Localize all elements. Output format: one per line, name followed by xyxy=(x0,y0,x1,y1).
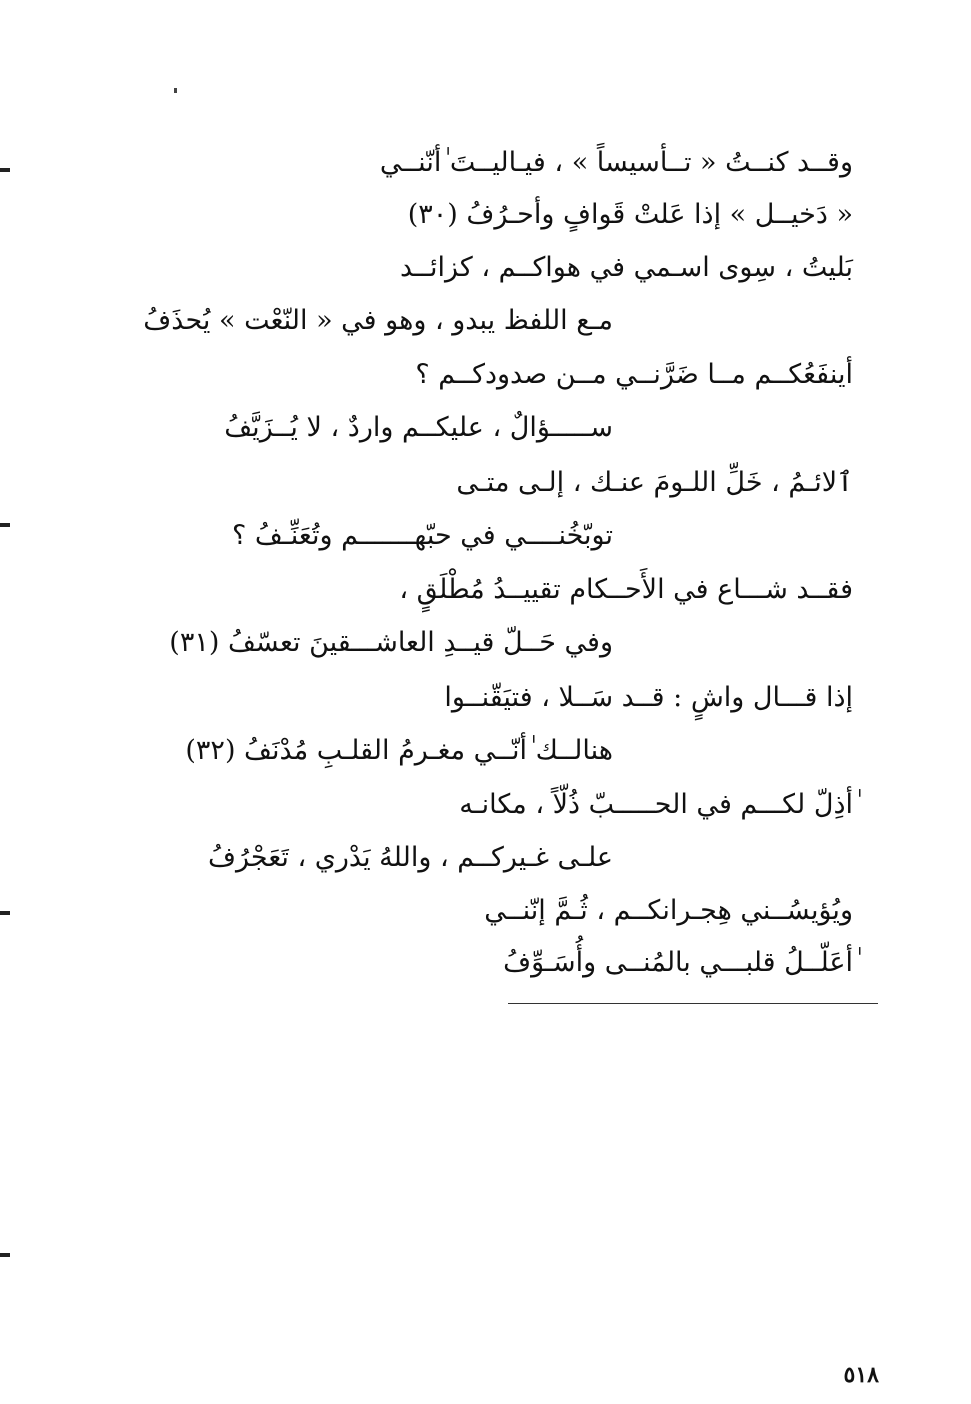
poem-line-5: أينفَعُكــم مــا ضَرَّنــي مــن صدودكــم ؟ xyxy=(415,359,853,390)
poem-line-3: بَليتُ ، سِوى اسـمي في هواكــم ، كزائــد xyxy=(400,252,853,283)
page-number: ٥١٨ xyxy=(843,1362,879,1388)
poem-line-1: وقــد كنــتُ « تــأسيساً » ، فيـاليــتَ ٰأنّنــي xyxy=(379,147,853,178)
scan-edge-mark xyxy=(0,911,10,915)
poem-line-13: ٰأذِلّ لكـــم في الحـــــبّ ذُلّاً ، مكانـه xyxy=(459,789,853,820)
poem-line-11: إذا قـــال واشٍ : قــد سَــلا ، فتيَقّنــوا xyxy=(444,682,853,713)
poem-line-15: ويُؤيسُــني هِجـرانكــم ، ثُـمَّ إنّنــي xyxy=(484,895,853,926)
poem-line-14: علـى غـيركــم ، واللهُ يَدْري ، تَعَجْرُفُ xyxy=(208,842,613,873)
poem-line-8: توبّخُنــــي في حبّهـــــــم وتُعَنِّـفُ ؟ xyxy=(232,520,613,551)
poem-line-16: ٰأعَلّــلُ قلبـــي بالمُنــى وأُسَـوِّفُ xyxy=(503,947,853,978)
poem-line-12: هنالــك ٰأنّــي مغـرمُ القلـبِ مُدْنَفُ (٣٢) xyxy=(185,735,613,766)
poem-line-2: « دَخيــل » إذا عَلتْ قَوافٍ وأحـرُفُ (٣٠) xyxy=(407,199,853,230)
poem-line-4: مـع اللفظ يبدو ، وهو في « النّعْت » يُحذَفُ xyxy=(143,305,613,336)
scan-edge-mark xyxy=(0,523,10,527)
ink-speck xyxy=(174,88,177,93)
poem-line-9: فقــد شـــاع في الأَحــكام تقييــدُ مُطْلَقٍ ، xyxy=(399,574,853,605)
poem-line-10: وفي حَــلّ قيــدِ العاشـــقينَ تعسّفُ (٣١) xyxy=(169,627,613,658)
poem-line-6: ســـــؤالٌ ، عليكــم واردٌ ، لا يُــزَيَّفُ xyxy=(224,412,613,443)
footnote-divider xyxy=(508,1003,878,1004)
poem-line-7: ٱلائـمُ ، خَلِّ اللـومَ عنـك ، إلـى متـى xyxy=(456,467,853,498)
scan-edge-mark xyxy=(0,1253,10,1257)
scan-edge-mark xyxy=(0,168,10,172)
